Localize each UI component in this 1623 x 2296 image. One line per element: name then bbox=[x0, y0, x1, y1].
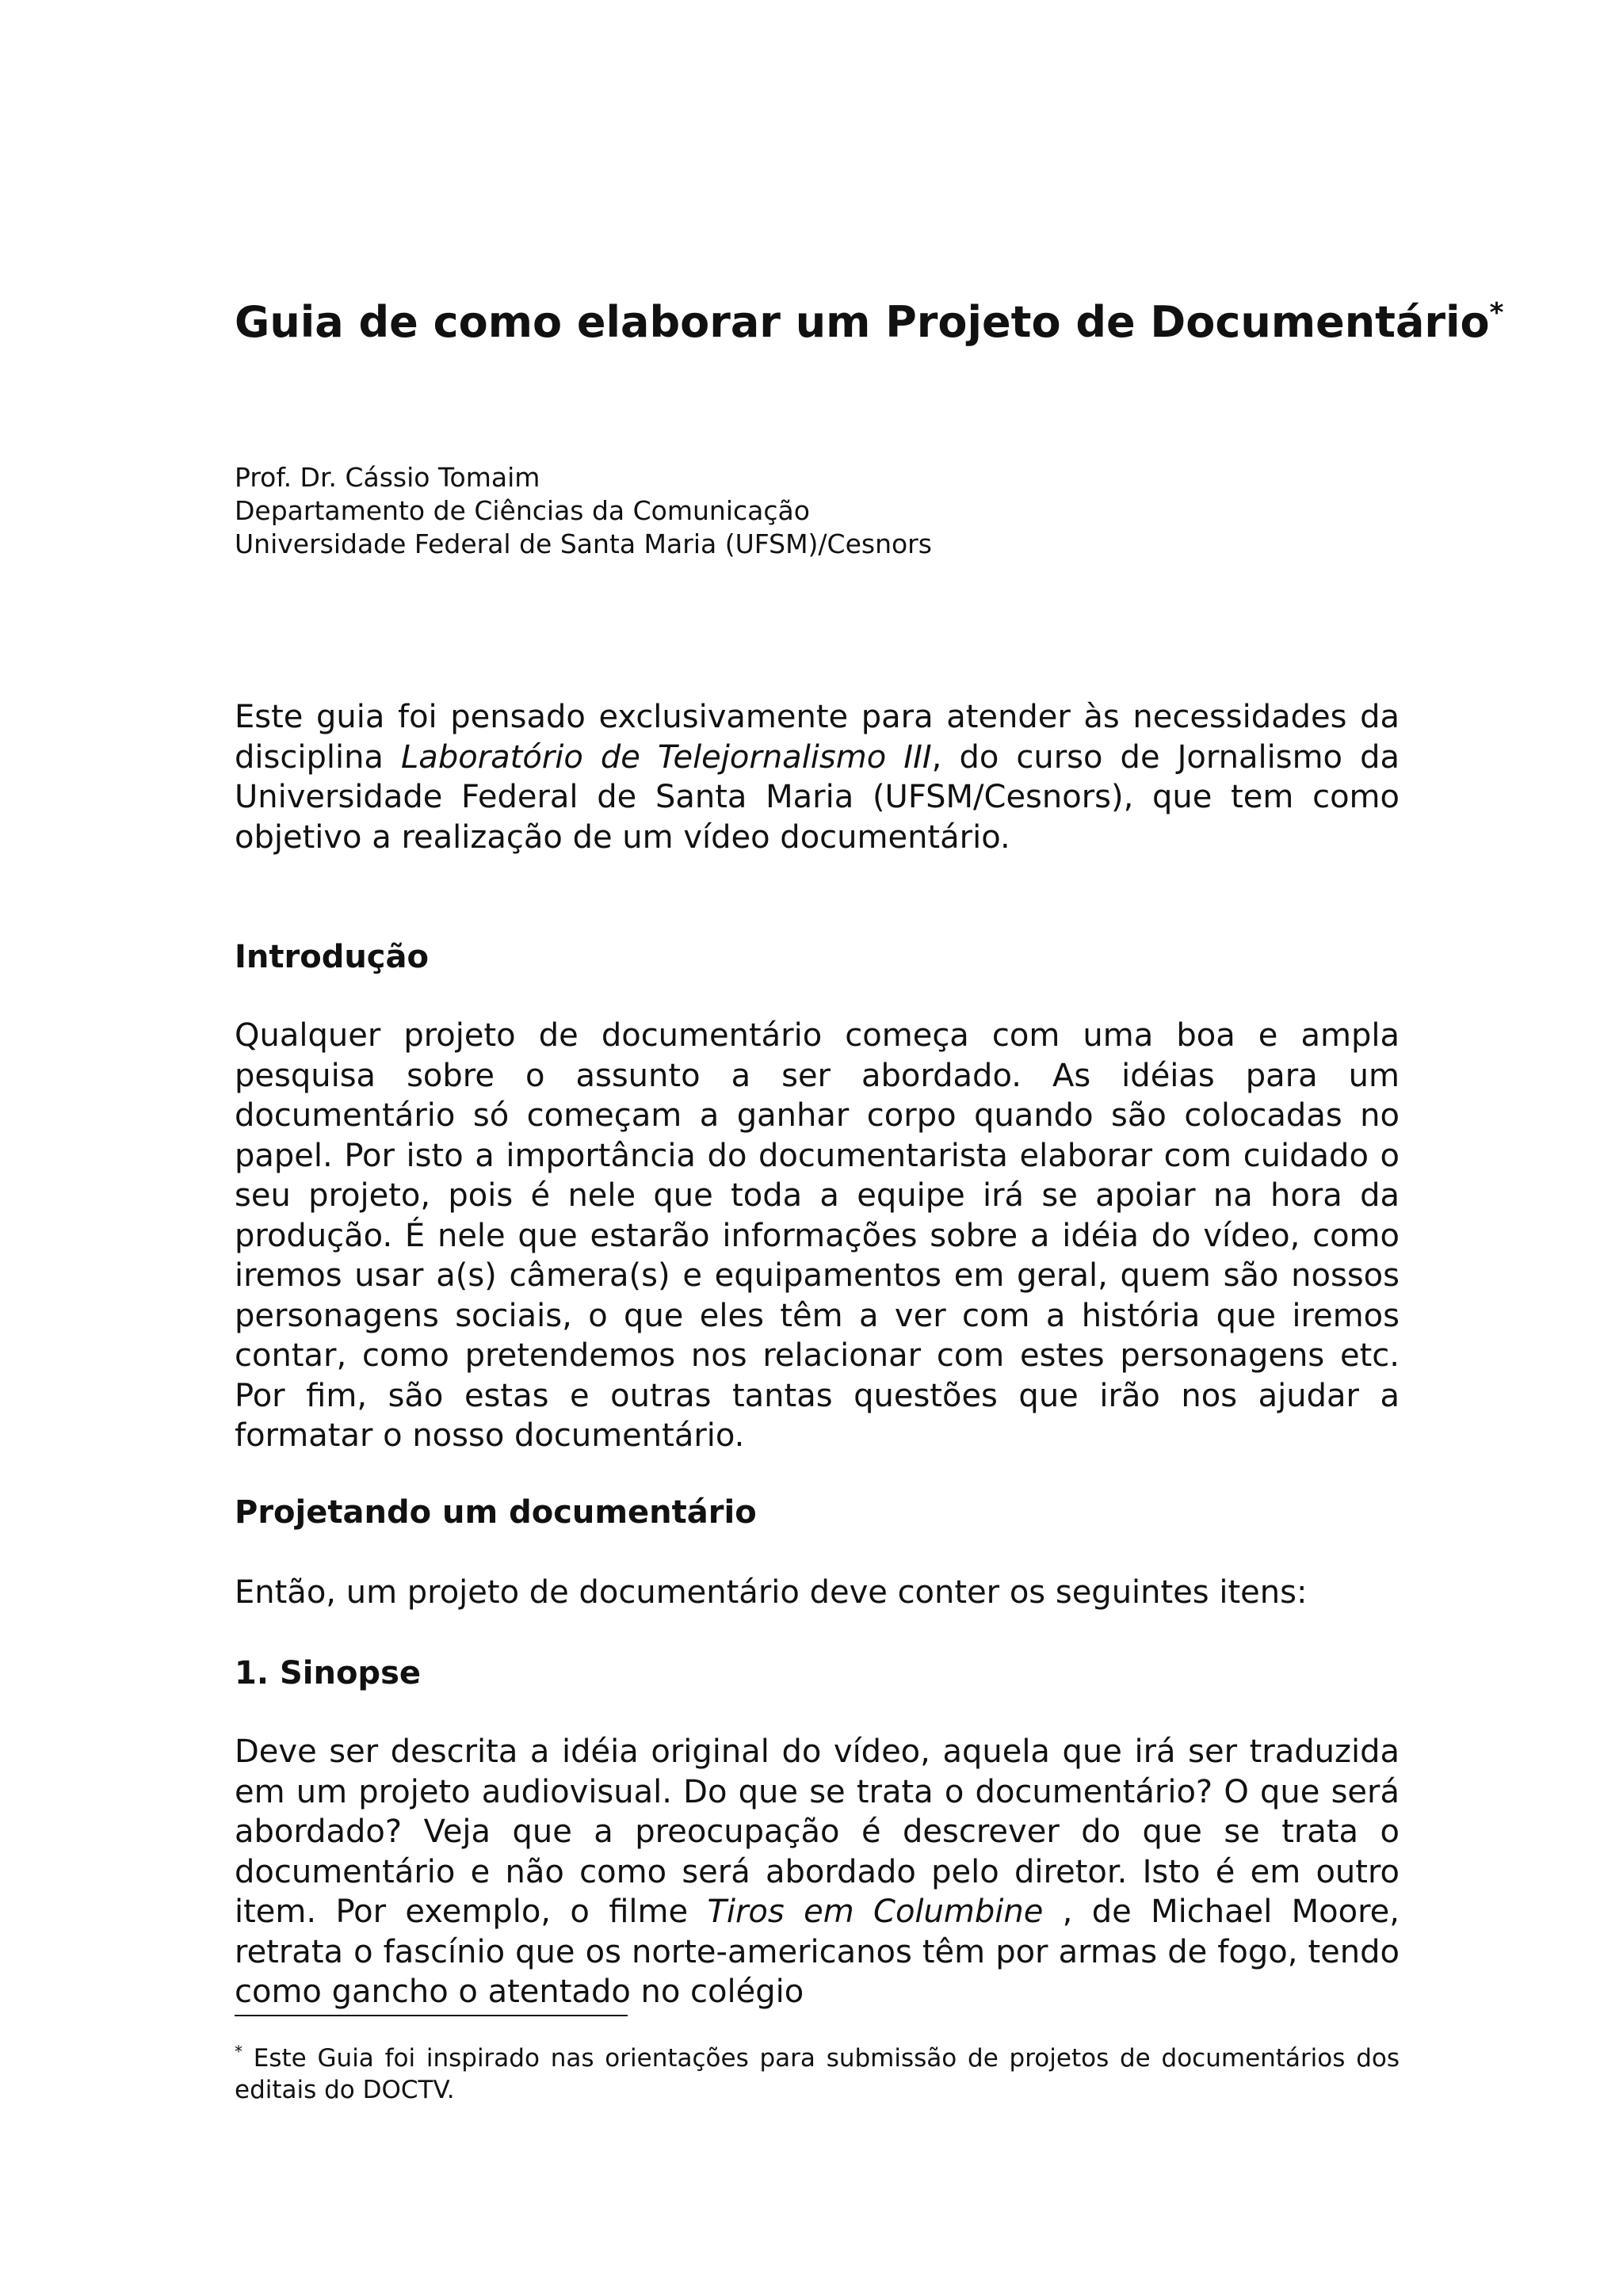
intro-paragraph-after: , do curso de Jornalismo da Universidade Federal de Santa Maria (UFSM/Cesnors), que tem como objetivo a realização de um vídeo documentário. bbox=[235, 738, 1400, 856]
footnote-text: Este Guia foi inspirado nas orientações para submissão de projetos de documentários dos editais do DOCTV. bbox=[235, 2044, 1400, 2104]
footnote-marker: * bbox=[235, 2042, 242, 2061]
document-title bbox=[235, 295, 1503, 350]
sinopse-body-after: , de Michael Moore, retrata o fascínio que os norte-americanos têm por armas de fogo, tendo como gancho o atentado no colégio bbox=[235, 1894, 1400, 2010]
intro-paragraph bbox=[235, 697, 1400, 857]
author-institution: Universidade Federal de Santa Maria (UFSM)/Cesnors bbox=[235, 528, 932, 559]
section-heading-introducao: Introdução bbox=[235, 939, 429, 975]
section-lead-projetando: Então, um projeto de documentário deve conter os seguintes itens: bbox=[235, 1574, 1308, 1611]
sinopse-body-before: Deve ser descrita a idéia original do vídeo, aquela que irá ser traduzida em um projeto audiovisual. Do que se trata o documentário? O que será abordado? Veja que a preocupação é descrever do que se trata o documentário e não como será abordado pelo diretor. Isto é em outro item. Por exemplo, o filme bbox=[235, 1733, 1400, 1930]
section-heading-sinopse: 1. Sinopse bbox=[235, 1655, 421, 1691]
author-department: Departamento de Ciências da Comunicação bbox=[235, 495, 810, 526]
intro-paragraph-before: Este guia foi pensado exclusivamente para atender às necessidades da disciplina bbox=[235, 699, 1400, 776]
footnote-divider bbox=[235, 2015, 628, 2016]
title-footnote-marker: * bbox=[1489, 297, 1504, 329]
course-name: Laboratório de Telejornalismo III bbox=[401, 738, 932, 776]
author-block bbox=[235, 461, 932, 561]
footnote bbox=[235, 2042, 1400, 2106]
document-title-text: Guia de como elaborar um Projeto de Documentário bbox=[235, 297, 1490, 347]
section-heading-projetando: Projetando um documentário bbox=[235, 1494, 757, 1531]
author-name: Prof. Dr. Cássio Tomaim bbox=[235, 462, 540, 493]
section-body-introducao: Qualquer projeto de documentário começa com uma boa e ampla pesquisa sobre o assunto a ser abordado. As idéias para um documentário só começam a ganhar corpo quando são colocadas no papel. Por isto a importância do documentarista elaborar com cuidado o seu projeto, pois é nele que toda a equipe irá se apoiar na hora da produção. É nele que estarão informações sobre a idéia do vídeo, como iremos usar a(s) câmera(s) e equipamentos em geral, quem são nossos personagens sociais, o que eles têm a ver com a história que iremos contar, como pretendemos nos relacionar com estes personagens etc. Por fim, são estas e outras tantas questões que irão nos ajudar a formatar o nosso documentário. bbox=[235, 1017, 1400, 1454]
film-title: Tiros em Columbine bbox=[707, 1894, 1044, 1930]
section-body-sinopse bbox=[235, 1732, 1400, 2012]
